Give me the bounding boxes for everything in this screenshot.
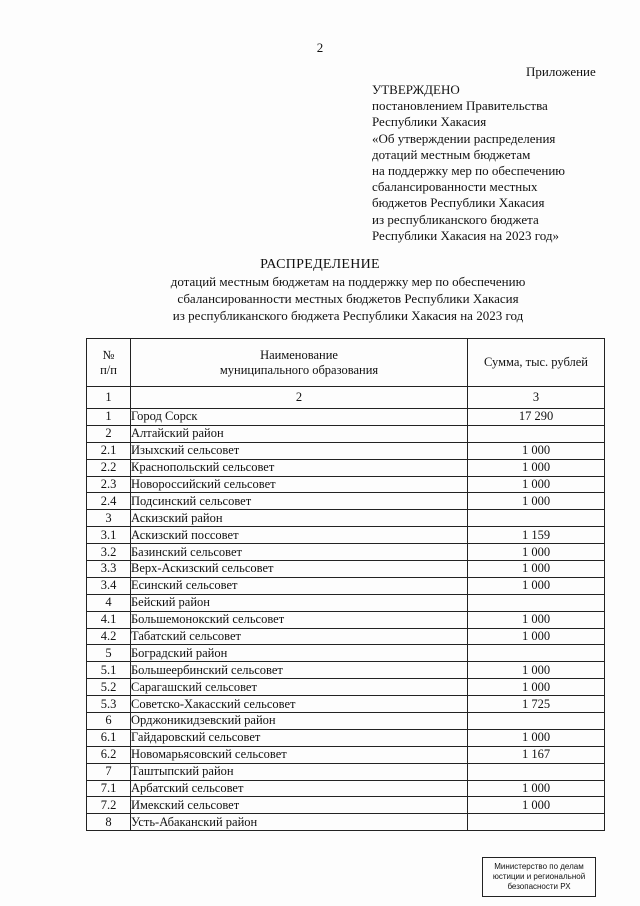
row-number: 3.1 bbox=[87, 527, 131, 544]
table-row bbox=[87, 442, 605, 459]
table-row bbox=[87, 814, 605, 831]
row-sum bbox=[468, 425, 605, 442]
municipality-name: Орджоникидзевский район bbox=[131, 713, 468, 730]
header-sum: Сумма, тыс. рублей bbox=[468, 339, 605, 387]
row-sum: 1 000 bbox=[468, 611, 605, 628]
table-row bbox=[87, 628, 605, 645]
table-row bbox=[87, 729, 605, 746]
municipality-name: Усть-Абаканский район bbox=[131, 814, 468, 831]
appendix-label: Приложение bbox=[526, 64, 596, 79]
municipality-name: Гайдаровский сельсовет bbox=[131, 729, 468, 746]
subtitle-line: дотаций местным бюджетам на поддержку мер по обеспечению bbox=[170, 274, 526, 289]
page-number: 2 bbox=[316, 40, 324, 55]
header-name-line: муниципального образования bbox=[219, 362, 379, 377]
row-sum: 1 725 bbox=[468, 696, 605, 713]
row-number: 5 bbox=[87, 645, 131, 662]
row-number: 4.1 bbox=[87, 611, 131, 628]
row-number: 7.2 bbox=[87, 797, 131, 814]
document-title: РАСПРЕДЕЛЕНИЕ bbox=[260, 257, 380, 272]
municipality-name: Имекский сельсовет bbox=[131, 797, 468, 814]
municipality-name: Сарагашский сельсовет bbox=[131, 679, 468, 696]
document-subtitle bbox=[0, 273, 640, 324]
table-row bbox=[87, 476, 605, 493]
approval-line: дотаций местным бюджетам bbox=[372, 146, 531, 162]
row-sum bbox=[468, 594, 605, 611]
row-number: 5.1 bbox=[87, 662, 131, 679]
row-sum: 17 290 bbox=[468, 409, 605, 426]
table-header-row bbox=[87, 339, 605, 387]
row-number: 2.3 bbox=[87, 476, 131, 493]
municipality-name: Алтайский район bbox=[131, 425, 468, 442]
row-number: 6.2 bbox=[87, 746, 131, 763]
table-row bbox=[87, 510, 605, 527]
approval-line: из республиканского бюджета bbox=[372, 211, 539, 227]
row-number: 3.2 bbox=[87, 544, 131, 561]
row-sum: 1 000 bbox=[468, 544, 605, 561]
row-sum: 1 000 bbox=[468, 662, 605, 679]
row-number: 5.2 bbox=[87, 679, 131, 696]
row-number: 3.3 bbox=[87, 561, 131, 578]
table-row bbox=[87, 780, 605, 797]
approval-line: Республики Хакасия на 2023 год» bbox=[372, 227, 559, 243]
table-body bbox=[87, 409, 605, 831]
municipality-name: Таштыпский район bbox=[131, 763, 468, 780]
row-sum bbox=[468, 645, 605, 662]
municipality-name: Краснопольский сельсовет bbox=[131, 459, 468, 476]
approval-line: сбалансированности местных bbox=[372, 179, 538, 195]
municipality-name: Большемонокский сельсовет bbox=[131, 611, 468, 628]
row-number: 2 bbox=[87, 425, 131, 442]
row-sum: 1 000 bbox=[468, 797, 605, 814]
table-row bbox=[87, 459, 605, 476]
row-number: 4 bbox=[87, 594, 131, 611]
municipality-name: Новороссийский сельсовет bbox=[131, 476, 468, 493]
approval-line: бюджетов Республики Хакасия bbox=[372, 195, 545, 211]
row-number: 3.4 bbox=[87, 577, 131, 594]
row-sum: 1 000 bbox=[468, 780, 605, 797]
column-number: 3 bbox=[468, 387, 605, 409]
table-row bbox=[87, 645, 605, 662]
row-sum: 1 000 bbox=[468, 679, 605, 696]
row-number: 6 bbox=[87, 713, 131, 730]
row-sum: 1 159 bbox=[468, 527, 605, 544]
table-row bbox=[87, 763, 605, 780]
municipality-name: Арбатский сельсовет bbox=[131, 780, 468, 797]
municipality-name: Советско-Хакасский сельсовет bbox=[131, 696, 468, 713]
row-sum bbox=[468, 763, 605, 780]
distribution-table bbox=[86, 338, 605, 831]
header-name bbox=[131, 339, 468, 387]
row-sum bbox=[468, 510, 605, 527]
municipality-name: Бейский район bbox=[131, 594, 468, 611]
table-row bbox=[87, 425, 605, 442]
municipality-name: Город Сорск bbox=[131, 409, 468, 426]
municipality-name: Табатский сельсовет bbox=[131, 628, 468, 645]
header-num-line: № bbox=[102, 347, 115, 362]
row-number: 1 bbox=[87, 409, 131, 426]
table-row bbox=[87, 561, 605, 578]
header-name-line: Наименование bbox=[260, 347, 338, 362]
approval-line: Республики Хакасия bbox=[372, 114, 487, 130]
table-row bbox=[87, 577, 605, 594]
row-sum: 1 000 bbox=[468, 577, 605, 594]
header-num bbox=[87, 339, 131, 387]
row-number: 6.1 bbox=[87, 729, 131, 746]
approval-line: постановлением Правительства bbox=[372, 98, 548, 114]
column-number-row bbox=[87, 387, 605, 409]
column-number: 1 bbox=[87, 387, 131, 409]
row-sum: 1 000 bbox=[468, 493, 605, 510]
table-row bbox=[87, 662, 605, 679]
municipality-name: Базинский сельсовет bbox=[131, 544, 468, 561]
table-row bbox=[87, 797, 605, 814]
municipality-name: Аскизский поссовет bbox=[131, 527, 468, 544]
municipality-name: Большеербинский сельсовет bbox=[131, 662, 468, 679]
municipality-name: Новомарьясовский сельсовет bbox=[131, 746, 468, 763]
stamp-line: Министерство по делам bbox=[494, 862, 584, 871]
row-number: 3 bbox=[87, 510, 131, 527]
table-row bbox=[87, 594, 605, 611]
table-row bbox=[87, 493, 605, 510]
row-sum: 1 000 bbox=[468, 729, 605, 746]
table-row bbox=[87, 527, 605, 544]
approval-line: УТВЕРЖДЕНО bbox=[372, 82, 460, 97]
subtitle-line: сбалансированности местных бюджетов Республики Хакасия bbox=[177, 291, 519, 306]
municipality-name: Изыхский сельсовет bbox=[131, 442, 468, 459]
row-sum: 1 167 bbox=[468, 746, 605, 763]
subtitle-line: из республиканского бюджета Республики Хакасия на 2023 год bbox=[172, 308, 524, 323]
row-sum: 1 000 bbox=[468, 561, 605, 578]
header-num-line: п/п bbox=[100, 362, 117, 377]
row-sum: 1 000 bbox=[468, 459, 605, 476]
municipality-name: Аскизский район bbox=[131, 510, 468, 527]
row-number: 2.1 bbox=[87, 442, 131, 459]
table-row bbox=[87, 611, 605, 628]
table-row bbox=[87, 409, 605, 426]
municipality-name: Подсинский сельсовет bbox=[131, 493, 468, 510]
row-sum bbox=[468, 713, 605, 730]
municipality-name: Есинский сельсовет bbox=[131, 577, 468, 594]
row-sum: 1 000 bbox=[468, 476, 605, 493]
table-row bbox=[87, 544, 605, 561]
row-number: 4.2 bbox=[87, 628, 131, 645]
municipality-name: Боградский район bbox=[131, 645, 468, 662]
row-number: 7 bbox=[87, 763, 131, 780]
row-sum: 1 000 bbox=[468, 628, 605, 645]
stamp-line: безопасности РХ bbox=[507, 882, 571, 891]
row-sum bbox=[468, 814, 605, 831]
approval-line: «Об утверждении распределения bbox=[372, 130, 556, 146]
table-row bbox=[87, 696, 605, 713]
row-number: 7.1 bbox=[87, 780, 131, 797]
approval-block bbox=[372, 82, 634, 244]
stamp-line: юстиции и региональной bbox=[492, 872, 586, 881]
table-row bbox=[87, 713, 605, 730]
row-number: 2.4 bbox=[87, 493, 131, 510]
row-number: 5.3 bbox=[87, 696, 131, 713]
table-row bbox=[87, 746, 605, 763]
row-number: 8 bbox=[87, 814, 131, 831]
column-number: 2 bbox=[131, 387, 468, 409]
table-row bbox=[87, 679, 605, 696]
row-sum: 1 000 bbox=[468, 442, 605, 459]
ministry-stamp bbox=[482, 857, 596, 897]
row-number: 2.2 bbox=[87, 459, 131, 476]
approval-line: на поддержку мер по обеспечению bbox=[372, 163, 566, 179]
municipality-name: Верх-Аскизский сельсовет bbox=[131, 561, 468, 578]
